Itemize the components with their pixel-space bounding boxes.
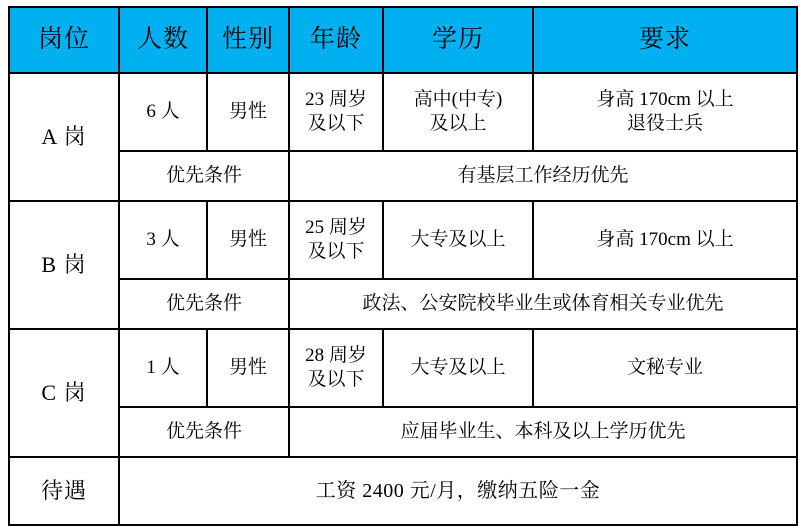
requirement-a-line2: 退役士兵: [626, 113, 703, 134]
table-body: [9, 73, 797, 525]
table-row: [9, 329, 797, 407]
age-c-line2: 及以下: [307, 369, 365, 390]
gender-a: 男性: [207, 73, 289, 151]
gender-c: 男性: [207, 329, 289, 407]
requirement-a-line1: 身高 170cm 以上: [596, 89, 734, 111]
table-row: [9, 73, 797, 151]
header-cell-requirement: 要求: [533, 7, 797, 73]
preference-value-b: 政法、公安院校毕业生或体育相关专业优先: [289, 279, 797, 329]
header-cell-post: 岗位: [9, 7, 119, 73]
count-c: 1 人: [119, 329, 207, 407]
table-row: [9, 279, 797, 329]
preference-value-c: 应届毕业生、本科及以上学历优先: [289, 407, 797, 457]
post-label-b: B 岗: [9, 201, 119, 329]
age-a: [289, 73, 383, 151]
education-a-line2: 及以上: [429, 113, 487, 134]
post-label-a: A 岗: [9, 73, 119, 201]
header-cell-age: 年龄: [289, 7, 383, 73]
age-a-line1: 23 周岁: [305, 89, 367, 111]
preference-value-a: 有基层工作经历优先: [289, 151, 797, 201]
age-b-line2: 及以下: [307, 241, 365, 262]
treatment-label: 待遇: [9, 457, 119, 525]
requirement-b: 身高 170cm 以上: [533, 201, 797, 279]
count-a: 6 人: [119, 73, 207, 151]
table-row: [9, 201, 797, 279]
table-header: [9, 7, 797, 73]
education-a-line1: 高中(中专): [413, 89, 503, 111]
education-b: 大专及以上: [383, 201, 533, 279]
requirement-c: 文秘专业: [533, 329, 797, 407]
preference-label-c: 优先条件: [119, 407, 289, 457]
age-a-line2: 及以下: [307, 113, 365, 134]
preference-label-a: 优先条件: [119, 151, 289, 201]
header-row: [9, 7, 797, 73]
age-c-line1: 28 周岁: [305, 345, 367, 367]
age-b-line1: 25 周岁: [305, 217, 367, 239]
age-b: [289, 201, 383, 279]
table-row-treatment: [9, 457, 797, 525]
age-c: [289, 329, 383, 407]
recruitment-table: [8, 6, 798, 526]
post-label-c: C 岗: [9, 329, 119, 457]
preference-label-b: 优先条件: [119, 279, 289, 329]
table-row: [9, 407, 797, 457]
header-cell-gender: 性别: [207, 7, 289, 73]
count-b: 3 人: [119, 201, 207, 279]
table-row: [9, 151, 797, 201]
treatment-value: 工资 2400 元/月，缴纳五险一金: [119, 457, 797, 525]
requirement-a: [533, 73, 797, 151]
header-cell-count: 人数: [119, 7, 207, 73]
gender-b: 男性: [207, 201, 289, 279]
education-a: [383, 73, 533, 151]
header-cell-education: 学历: [383, 7, 533, 73]
education-c: 大专及以上: [383, 329, 533, 407]
